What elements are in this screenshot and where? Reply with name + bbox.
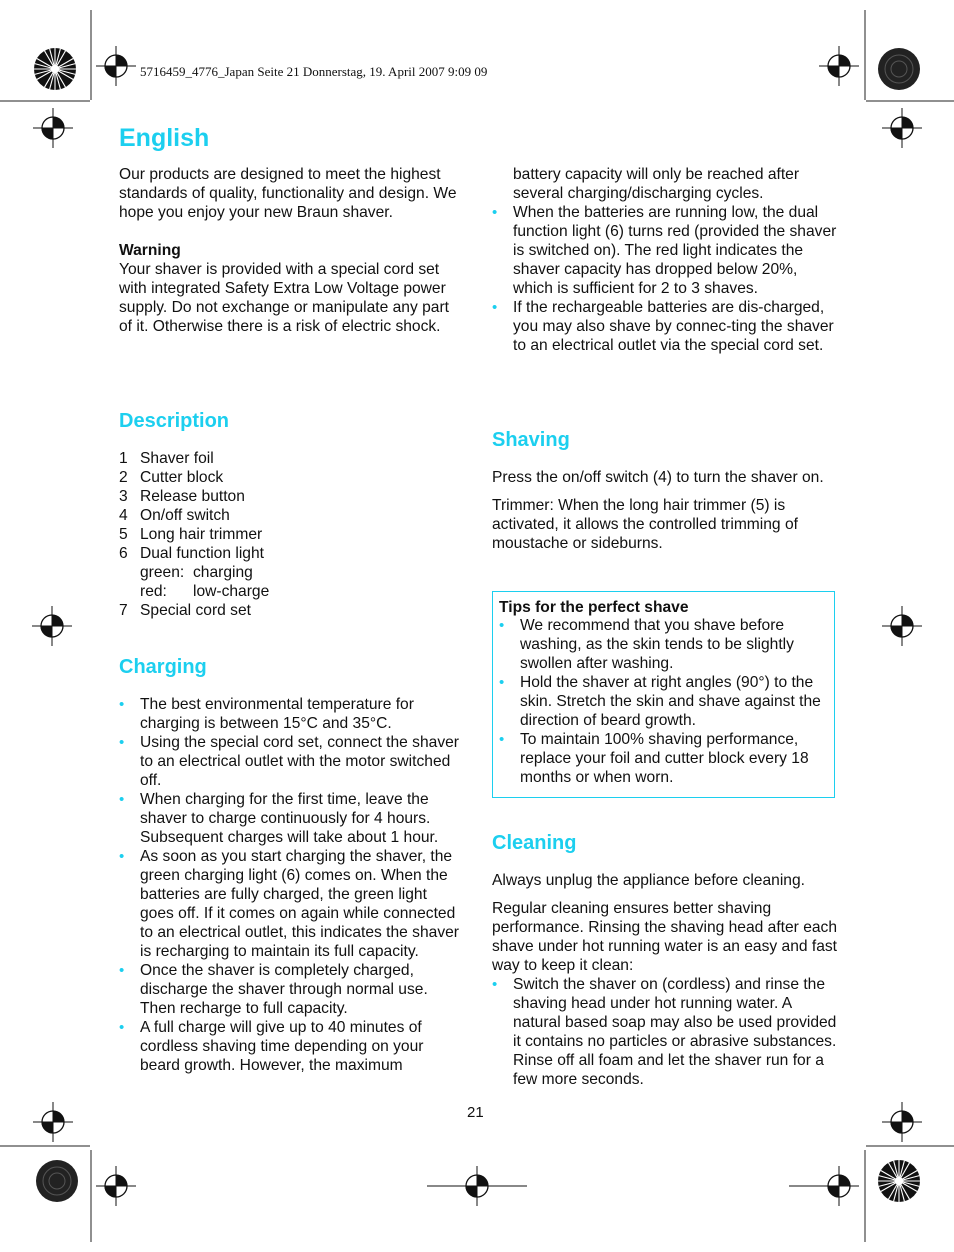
starburst-target-bottom-right <box>877 1159 921 1203</box>
list-item: • Switch the shaver on (cordless) and rinse the shaving head under hot running water. A natural based soap may also be used provided it contains no particles or abrasive substances. Rinse off all foam and let the shaver run for a few more seconds. <box>492 975 837 1089</box>
registration-mark-left-lower <box>33 1102 73 1142</box>
registration-mark-top-left <box>96 46 136 86</box>
list-item: • The best environmental temperature for charging is between 15°C and 35°C. <box>119 695 464 733</box>
cleaning-text-block <box>492 871 837 1089</box>
cleaning-paragraph-2: Regular cleaning ensures better shaving performance. Rinsing the shaving head after each shave under hot running water is an easy and fast way to keep it clean: <box>492 900 838 974</box>
charging-continued-block <box>492 165 837 355</box>
list-item: 6 Dual function light green: charging red: low-charge <box>119 544 464 601</box>
starburst-target-top-right <box>877 47 921 91</box>
charging-list <box>119 695 464 1075</box>
list-item: • To maintain 100% shaving performance, replace your foil and cutter block every 18 months or when worn. <box>499 730 834 787</box>
registration-mark-bottom-center <box>427 1166 527 1206</box>
shaving-paragraph-1: Press the on/off switch (4) to turn the shaver on. <box>492 469 824 486</box>
list-item: • Once the shaver is completely charged, discharge the shaver through normal use. Then recharge to full capacity. <box>119 961 464 1018</box>
list-item: • If the rechargeable batteries are dis-charged, you may also shave by connec-ting the shaver to an electrical outlet via the special cord set. <box>492 298 837 355</box>
description-heading: Description <box>119 410 230 432</box>
list-item: • As soon as you start charging the shaver, the green charging light (6) comes on. When the batteries are fully charged, the green light goes off. If it comes on again while connected to an electrical outlet, this indicates the shaver is recharging to maintain its full capacity. <box>119 847 464 961</box>
registration-mark-left-upper <box>33 108 73 148</box>
starburst-target-top-left <box>33 47 77 91</box>
warning-heading: Warning <box>119 242 181 259</box>
tips-box <box>492 591 835 798</box>
charging-continued-text: battery capacity will only be reached after several charging/discharging cycles. <box>513 166 800 202</box>
print-slug: 5716459_4776_Japan Seite 21 Donnerstag, 19. April 2007 9:09 09 <box>140 64 488 79</box>
registration-mark-right-upper <box>882 108 922 148</box>
list-item: • We recommend that you shave before washing, as the skin tends to be slightly swollen after washing. <box>499 616 834 673</box>
list-item: 2 Cutter block <box>119 469 224 486</box>
intro-paragraph: Our products are designed to meet the highest standards of quality, functionality and design. We hope you enjoy your new Braun shaver. <box>119 166 457 221</box>
list-item: • Hold the shaver at right angles (90°) to the skin. Stretch the skin and shave against the direction of beard growth. <box>499 673 834 730</box>
list-item: • When charging for the first time, leave the shaver to charge continuously for 4 hours. Subsequent charges will take about 1 hour. <box>119 790 464 847</box>
registration-mark-top-right <box>819 46 859 86</box>
list-item: • A full charge will give up to 40 minutes of cordless shaving time depending on your beard growth. However, the maximum <box>119 1018 464 1075</box>
list-item: 4 On/off switch <box>119 507 230 524</box>
shaving-text-block <box>492 468 837 553</box>
cleaning-heading: Cleaning <box>492 832 577 854</box>
page-number: 21 <box>467 1104 484 1121</box>
description-list <box>119 449 464 620</box>
list-item: 3 Release button <box>119 488 245 505</box>
starburst-target-bottom-left <box>35 1159 79 1203</box>
registration-mark-right-middle <box>882 606 922 646</box>
shaving-paragraph-2: Trimmer: When the long hair trimmer (5) is activated, it allows the controlled trimming of moustache or sideburns. <box>492 497 798 552</box>
charging-heading: Charging <box>119 656 207 678</box>
light-state-green: green: charging <box>140 564 253 581</box>
registration-mark-left-middle <box>32 606 72 646</box>
description-list-block <box>119 449 464 620</box>
registration-mark-bottom-left <box>96 1166 136 1206</box>
list-item: • When the batteries are running low, the dual function light (6) turns red (provided the shaver is switched on). The red light indicates the shaver capacity has dropped below 20%, which is sufficient for 2 to 3 shaves. <box>492 203 837 298</box>
shaving-heading: Shaving <box>492 429 570 451</box>
cleaning-paragraph-1: Always unplug the appliance before cleaning. <box>492 872 805 889</box>
tips-list <box>499 616 834 787</box>
warning-text: Your shaver is provided with a special cord set with integrated Safety Extra Low Voltage power supply. Do not exchange or manipulate any part of it. Otherwise there is a risk of electric shock. <box>119 261 449 335</box>
charging-list-continued <box>492 203 837 355</box>
charging-list-block <box>119 695 464 1075</box>
list-item: • Using the special cord set, connect the shaver to an electrical outlet with the motor switched off. <box>119 733 464 790</box>
light-state-red: red: low-charge <box>140 583 270 600</box>
registration-mark-bottom-right <box>789 1166 859 1206</box>
list-item: 1 Shaver foil <box>119 450 214 467</box>
list-item: 5 Long hair trimmer <box>119 526 263 543</box>
cleaning-list <box>492 975 837 1089</box>
registration-mark-right-lower <box>882 1102 922 1142</box>
list-item: 7 Special cord set <box>119 602 251 619</box>
left-column <box>119 165 464 336</box>
page-title: English <box>119 124 210 152</box>
tips-heading: Tips for the perfect shave <box>499 599 689 616</box>
